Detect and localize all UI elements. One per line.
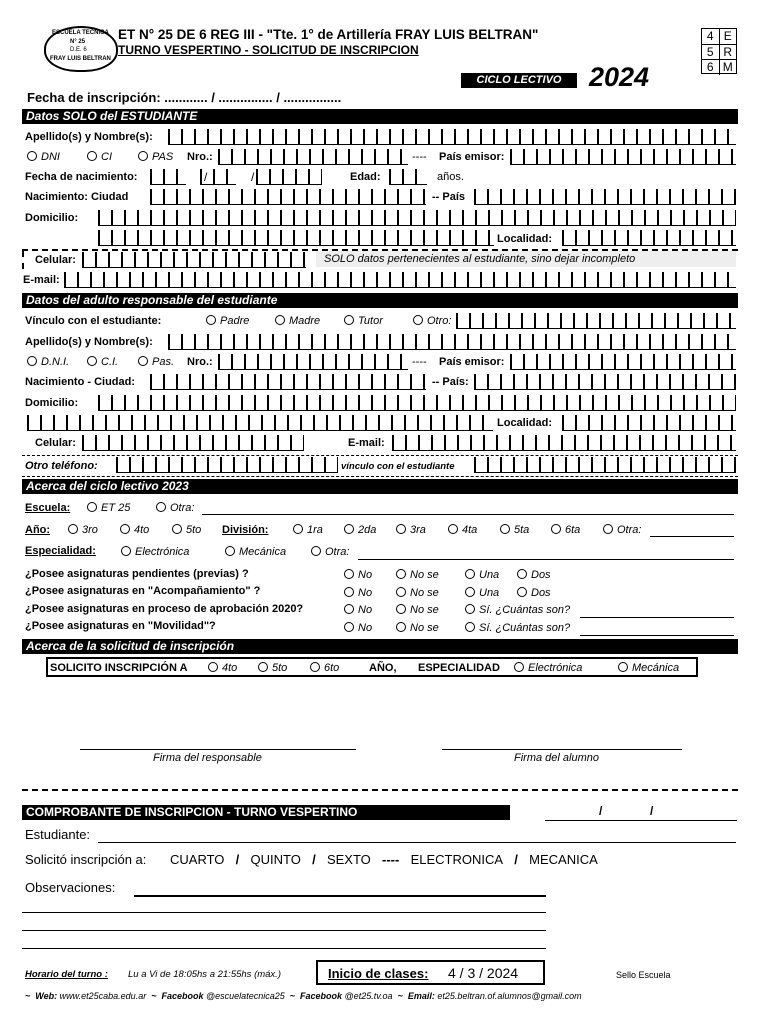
adult-name-label: Apellido(s) y Nombre(s): (25, 336, 153, 348)
student-email-input[interactable] (64, 271, 736, 288)
receipt-options: CUARTO / QUINTO / SEXTO ---- ELECTRONICA / MECANICA (170, 852, 598, 867)
adult-vinculo-est-input[interactable] (474, 456, 736, 473)
firma-responsable-line[interactable] (80, 748, 356, 750)
student-domicilio-label: Domicilio: (25, 212, 79, 224)
receipt-estudiante-line[interactable] (98, 841, 736, 843)
adult-ciudad-input[interactable] (150, 373, 426, 390)
adult-pais-emisor-label: País emisor: (439, 356, 505, 368)
division-6ta[interactable]: 6ta (551, 524, 580, 536)
student-birth-day[interactable] (150, 168, 186, 185)
school-logo (44, 26, 118, 72)
student-dashes: ---- (412, 151, 427, 163)
student-localidad-input[interactable] (562, 229, 736, 246)
receipt-title: COMPROBANTE DE INSCRIPCION - TURNO VESPERTINO (22, 805, 510, 820)
receipt-estudiante-label: Estudiante: (25, 827, 91, 842)
question-1: ¿Posee asignaturas pendientes (previas) ? (25, 568, 249, 580)
q4-no[interactable]: No (344, 622, 372, 634)
escuela-otra-line[interactable] (202, 513, 734, 515)
form-subtitle: TURNO VESPERTINO - SOLICITUD DE INSCRIPCION (118, 43, 419, 57)
cut-line (22, 789, 738, 791)
footer: ~ Web: www.et25caba.edu.ar ~ Facebook @escuelatecnica25 ~ Facebook @et25.tv.oa ~ Email: et25.beltran.of.alumnos@gmail.com (25, 991, 582, 1001)
question-2: ¿Posee asignaturas en "Acompañamiento" ? (25, 585, 261, 597)
student-name-input[interactable] (168, 128, 736, 145)
especialidad-otra-line[interactable] (358, 558, 734, 560)
firma-alumno-label: Firma del alumno (514, 752, 599, 764)
adult-doc-pas[interactable]: Pas. (138, 356, 174, 368)
division-1ra[interactable]: 1ra (293, 524, 323, 536)
anio-label: Año: (25, 524, 51, 536)
q2-no[interactable]: No (344, 587, 372, 599)
question-4: ¿Posee asignaturas en "Movilidad"? (25, 620, 216, 632)
horario-value: Lu a Vi de 18:05hs a 21:55hs (máx.) (128, 969, 281, 980)
q1-dos[interactable]: Dos (517, 569, 551, 581)
student-note: SOLO datos pertenecientes al estudiante, sino dejar incompleto (316, 251, 736, 267)
division-label: División: (222, 524, 269, 536)
anio-3ro[interactable]: 3ro (68, 524, 98, 536)
especialidad-electronica[interactable]: Electrónica (121, 546, 189, 558)
q4-si[interactable]: Sí. ¿Cuántas son? (465, 622, 570, 634)
q3-no[interactable]: No (344, 604, 372, 616)
solicito-label: SOLICITO INSCRIPCIÓN A (50, 662, 188, 674)
student-ciudad-input[interactable] (150, 188, 426, 205)
adult-domicilio-input-2[interactable] (27, 414, 493, 431)
birth-slash-1: / (204, 170, 208, 184)
student-domicilio-input[interactable] (98, 209, 736, 226)
request-6to[interactable]: 6to (310, 662, 339, 674)
student-fecha-nac-label: Fecha de nacimiento: (25, 171, 138, 183)
escuela-et25[interactable]: ET 25 (87, 502, 130, 514)
student-celular-label: Celular: (35, 254, 76, 266)
student-pais-emisor-label: País emisor: (439, 151, 505, 163)
q3-si[interactable]: Sí. ¿Cuántas son? (465, 604, 570, 616)
division-3ra[interactable]: 3ra (396, 524, 426, 536)
receipt-solicito-label: Solicitó inscripción a: (25, 852, 147, 867)
question-3: ¿Posee asignaturas en proceso de aprobación 2020? (25, 603, 304, 615)
section-student: Datos SOLO del ESTUDIANTE (22, 109, 738, 124)
student-domicilio-input-2[interactable] (98, 229, 494, 246)
student-doc-dni[interactable]: DNI (27, 151, 60, 163)
footer-fb1-link[interactable]: @escuelatecnica25 (206, 991, 285, 1001)
division-2da[interactable]: 2da (344, 524, 376, 536)
adult-otro-tel-label: Otro teléfono: (25, 460, 98, 472)
escuela-otra[interactable]: Otra: (156, 502, 194, 514)
anio-4to[interactable]: 4to (120, 524, 149, 536)
fecha-inscripcion: Fecha de inscripción: ............ / ............... / ................ (27, 90, 342, 105)
division-otra[interactable]: Otra: (603, 524, 641, 536)
adult-celular-input[interactable] (82, 434, 304, 451)
adult-vinculo-tutor[interactable]: Tutor (344, 315, 383, 327)
student-localidad-label: Localidad: (497, 233, 553, 245)
q2-una[interactable]: Una (465, 587, 499, 599)
adult-localidad-label: Localidad: (497, 417, 553, 429)
inicio-label: Inicio de clases: (328, 966, 429, 981)
division-4ta[interactable]: 4ta (448, 524, 477, 536)
footer-fb2-link[interactable]: @et25.tv.oa (344, 991, 393, 1001)
escuela-label: Escuela: (25, 502, 71, 514)
sello-escuela: Sello Escuela (616, 970, 671, 980)
student-edad-label: Edad: (350, 171, 381, 183)
logo-text-2: N° 25 (70, 39, 86, 45)
q3-count-line[interactable] (580, 616, 734, 618)
adult-name-input[interactable] (168, 333, 736, 350)
student-anios: años. (437, 171, 464, 183)
receipt-date-line[interactable] (545, 819, 737, 821)
adult-vinculo-madre[interactable]: Madre (275, 315, 320, 327)
firma-alumno-line[interactable] (442, 748, 682, 750)
adult-domicilio-input[interactable] (98, 394, 736, 411)
q4-count-line[interactable] (580, 634, 734, 636)
firma-responsable-label: Firma del responsable (153, 752, 262, 764)
school-title: ET N° 25 DE 6 REG III - "Tte. 1° de Artillería FRAY LUIS BELTRAN" (118, 27, 539, 42)
q1-no[interactable]: No (344, 569, 372, 581)
request-4to[interactable]: 4to (208, 662, 237, 674)
adult-vinculo-label: Vínculo con el estudiante: (25, 315, 162, 327)
adult-vinculo-est-label: vínculo con el estudiante (341, 461, 455, 472)
q4-nose[interactable]: No se (396, 622, 439, 634)
receipt-date-slash-2: / (650, 804, 654, 818)
especialidad-mecanica[interactable]: Mecánica (225, 546, 286, 558)
receipt-observaciones-label: Observaciones: (25, 880, 116, 895)
grade-table: 4 E 5 R 6 M (701, 28, 737, 74)
footer-email-link[interactable]: et25.beltran.of.alumnos@gmail.com (437, 991, 582, 1001)
logo-text-1: ESCUELA TECNICA (52, 30, 109, 36)
especialidad-label: Especialidad: (25, 545, 96, 557)
request-mecanica[interactable]: Mecánica (618, 662, 679, 674)
adult-celular-label: Celular: (35, 437, 76, 449)
adult-pais-input[interactable] (474, 373, 736, 390)
horario-label: Horario del turno : (25, 969, 108, 980)
division-otra-line[interactable] (650, 535, 734, 537)
student-birth-month[interactable] (200, 168, 236, 185)
observaciones-line-3[interactable] (22, 929, 546, 931)
section-cycle: Acerca del ciclo lectivo 2023 (22, 479, 738, 494)
adult-vinculo-padre[interactable]: Padre (206, 315, 249, 327)
student-celular-input[interactable] (82, 251, 306, 268)
especialidad-otra[interactable]: Otra: (311, 546, 349, 558)
inicio-value: 4 / 3 / 2024 (448, 965, 519, 981)
adult-otro-tel-input[interactable] (116, 456, 338, 473)
ciclo-lectivo-label: CICLO LECTIVO (461, 73, 577, 88)
anio-5to[interactable]: 5to (172, 524, 201, 536)
student-edad-input[interactable] (389, 168, 427, 185)
q2-nose[interactable]: No se (396, 587, 439, 599)
student-pais-label: -- País (432, 191, 466, 203)
request-anio-label: AÑO, (369, 662, 397, 674)
q2-dos[interactable]: Dos (517, 587, 551, 599)
adult-dashes: ---- (412, 356, 427, 368)
student-birth-year[interactable] (256, 168, 322, 185)
adult-nacimiento-label: Nacimiento - Ciudad: (25, 376, 136, 388)
adult-email-input[interactable] (392, 434, 736, 451)
q1-una[interactable]: Una (465, 569, 499, 581)
adult-domicilio-label: Domicilio: (25, 397, 79, 409)
q1-nose[interactable]: No se (396, 569, 439, 581)
observaciones-line-4[interactable] (22, 947, 546, 949)
division-5ta[interactable]: 5ta (500, 524, 529, 536)
observaciones-line-2[interactable] (22, 911, 546, 913)
student-pais-emisor-input[interactable] (510, 148, 736, 165)
observaciones-line-1[interactable] (134, 894, 546, 897)
q3-nose[interactable]: No se (396, 604, 439, 616)
student-doc-pas[interactable]: PAS (138, 151, 173, 163)
request-electronica[interactable]: Electrónica (514, 662, 582, 674)
student-name-label: Apellido(s) y Nombre(s): (25, 131, 153, 143)
adult-pais-emisor-input[interactable] (510, 353, 736, 370)
student-nro-label: Nro.: (187, 151, 213, 163)
divider-left (22, 251, 26, 269)
student-doc-ci[interactable]: CI (87, 151, 112, 163)
student-nacimiento-label: Nacimiento: Ciudad (25, 191, 129, 203)
request-5to[interactable]: 5to (258, 662, 287, 674)
student-email-label: E-mail: (23, 274, 60, 286)
section-request: Acerca de la solicitud de inscripción (22, 639, 738, 654)
logo-text-3: D.E. 6 (70, 47, 87, 53)
logo-text-4: FRAY LUIS BELTRAN (50, 56, 111, 62)
adult-email-label: E-mail: (348, 437, 385, 449)
adult-vinculo-otro[interactable]: Otro: (413, 315, 451, 327)
adult-localidad-input[interactable] (562, 414, 736, 431)
adult-nro-label: Nro.: (187, 356, 213, 368)
ciclo-year: 2024 (589, 62, 650, 92)
adult-doc-dni[interactable]: D.N.I. (27, 356, 69, 368)
adult-vinculo-otro-input[interactable] (456, 312, 736, 329)
student-pais-input[interactable] (474, 188, 736, 205)
birth-slash-2: / (251, 170, 255, 184)
student-nro-input[interactable] (218, 148, 408, 165)
section-adult: Datos del adulto responsable del estudiante (22, 293, 738, 308)
adult-doc-ci[interactable]: C.I. (87, 356, 118, 368)
request-especialidad-label: ESPECIALIDAD (418, 662, 500, 674)
footer-web-link[interactable]: www.et25caba.edu.ar (59, 991, 147, 1001)
adult-nro-input[interactable] (218, 353, 408, 370)
receipt-date-slash-1: / (599, 804, 603, 818)
adult-pais-label: -- País: (432, 376, 469, 388)
